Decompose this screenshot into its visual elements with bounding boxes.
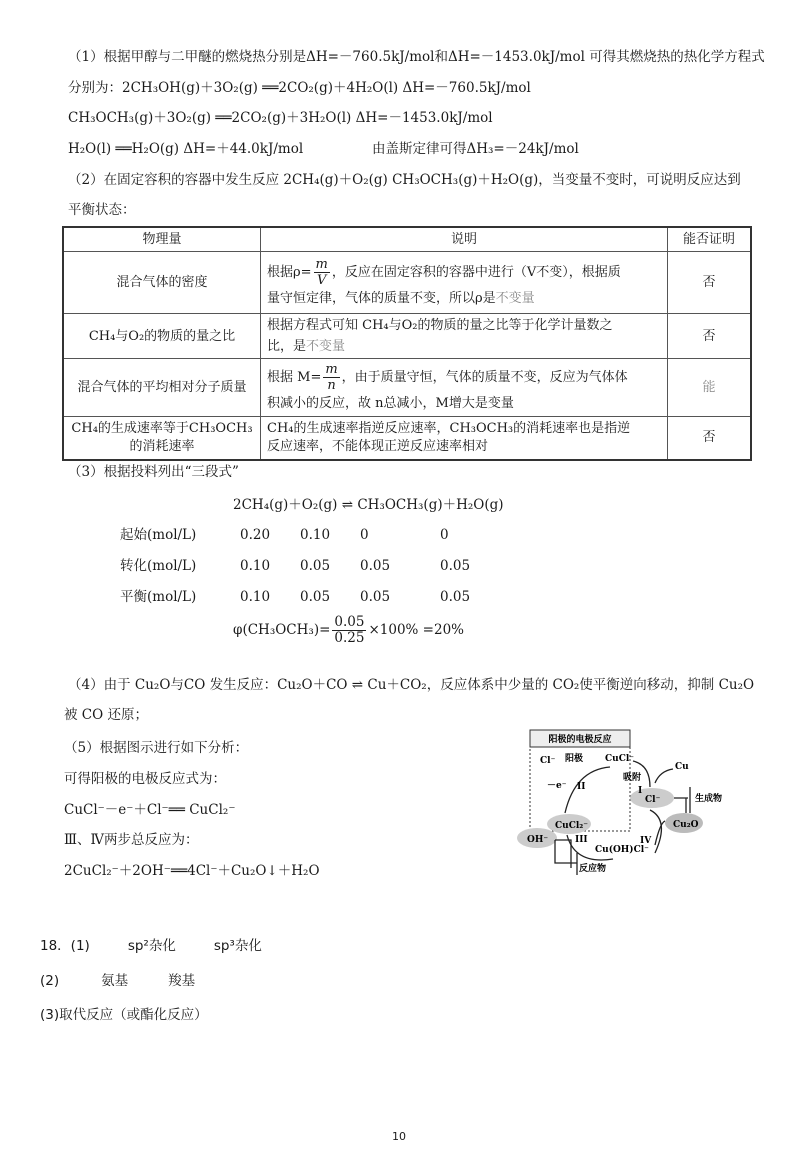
- part4-line1: （4）由于 Cu₂O与CO 发生反应：Cu₂O＋CO ⇌ Cu＋CO₂，反应体系中少量的 CO₂使平衡逆向移动，抑制 Cu₂O: [68, 677, 755, 693]
- ice-value: 0: [360, 527, 369, 543]
- part1-line4a: H₂O(l) ══H₂O(g) ΔH=＋44.0kJ/mol: [68, 141, 304, 157]
- answer-amino: 氨基: [101, 973, 129, 989]
- ice-value: 0: [440, 527, 449, 543]
- label-cuohcl: Cu(OH)Cl⁻: [595, 845, 649, 855]
- expl-text: 根据方程式可知 CH₄与O₂的物质的量之比等于化学计量数之: [267, 318, 613, 333]
- expl-text: 比，是: [267, 339, 307, 354]
- diagram-title: 阳极的电极反应: [548, 735, 612, 745]
- explanation-cell: [261, 359, 668, 417]
- arrow-iv-a: [650, 810, 661, 853]
- ice-row-label: 平衡(mol/L): [120, 589, 197, 605]
- ice-value: 0.05: [360, 589, 391, 605]
- ice-value: 0.10: [240, 589, 271, 605]
- expl-text: 反应速率，不能体现正逆反应速率相对: [267, 438, 489, 454]
- ice-value: 0.05: [300, 589, 331, 605]
- answer-cell: 否: [668, 252, 752, 314]
- label-reactant: 反应物: [579, 864, 607, 874]
- answer-cell: 否: [668, 314, 752, 359]
- ice-value: 0.05: [440, 589, 471, 605]
- ice-value: 0.10: [300, 527, 331, 543]
- part5-line4: Ⅲ、Ⅳ两步总反应为：: [64, 832, 199, 848]
- ice-value: 0.20: [240, 527, 271, 543]
- part3-equation: 2CH₄(g)＋O₂(g) ⇌ CH₃OCH₃(g)＋H₂O(g): [233, 497, 504, 513]
- denominator: n: [327, 377, 336, 393]
- product-bracket: [674, 787, 690, 813]
- q18-line2: [40, 972, 195, 990]
- numerator: 0.05: [334, 614, 365, 630]
- ice-value: 0.05: [360, 558, 391, 574]
- q18-sub-label: (2): [40, 973, 60, 989]
- expl-highlight: 不变量: [306, 339, 346, 354]
- label-cl-node: Cl⁻: [645, 795, 661, 805]
- table-row: [63, 359, 751, 417]
- quantity-text: 的消耗速率: [129, 438, 195, 454]
- expl-text: 量守恒定律，气体的质量不变，所以ρ是: [267, 290, 496, 306]
- ice-value: 0.10: [240, 558, 271, 574]
- label-product: 生成物: [695, 794, 723, 804]
- table-row: [63, 252, 751, 314]
- part1-line1: （1）根据甲醇与二甲醚的燃烧热分别是ΔH=－760.5kJ/mol和ΔH=－1453.0kJ/mol 可得其燃烧热的热化学方程式: [68, 49, 765, 65]
- table-row: [63, 314, 751, 359]
- part1-line3: CH₃OCH₃(g)＋3O₂(g) ══2CO₂(g)＋3H₂O(l) ΔH=－1453.0kJ/mol: [68, 110, 493, 126]
- label-ii: II: [577, 782, 586, 792]
- quantity-text: CH₄的生成速率等于CH₃OCH₃: [71, 420, 253, 436]
- part2-line2: 平衡状态：: [68, 202, 136, 218]
- q18-line1: [40, 937, 262, 955]
- label-cucl: CuCl⁻: [605, 754, 635, 764]
- expl-text: CH₄的生成速率指逆反应速率，CH₃OCH₃的消耗速率也是指逆: [267, 420, 631, 436]
- ice-value: 0.05: [300, 558, 331, 574]
- table-row: [63, 417, 751, 460]
- expl-text: 积减小的反应，故 n总减小，M增大是变量: [267, 395, 514, 411]
- q18-label: 18．(1): [40, 938, 90, 954]
- label-anode: 阳极: [565, 754, 584, 764]
- header-proof: 能否证明: [668, 227, 752, 252]
- answer-sp2: sp²杂化: [127, 938, 176, 954]
- quantity-cell: CH₄与O₂的物质的量之比: [63, 314, 261, 359]
- numerator: m: [315, 256, 328, 272]
- explanation-cell: [261, 417, 668, 460]
- header-explanation: 说明: [261, 227, 668, 252]
- phi-right: ×100% =20%: [368, 622, 464, 638]
- label-cu: Cu: [675, 762, 689, 772]
- part5-line1: （5）根据图示进行如下分析：: [64, 740, 249, 756]
- label-i: I: [638, 786, 643, 796]
- part3-title: （3）根据投料列出“三段式”: [68, 464, 239, 480]
- cu-line: [655, 769, 673, 783]
- expl-text: 根据 M=: [267, 369, 322, 385]
- explanation-cell: [261, 252, 668, 314]
- expl-highlight: 不变量: [495, 290, 535, 306]
- label-oh: OH⁻: [527, 835, 549, 845]
- page-number: 10: [392, 1130, 406, 1143]
- label-cu2o: Cu₂O: [673, 820, 699, 830]
- fraction: [323, 362, 339, 393]
- fraction: [314, 257, 330, 288]
- expl-text: ，由于质量守恒，气体的质量不变，反应为气体体: [341, 369, 628, 385]
- equilibrium-table: [62, 226, 752, 461]
- phi-fraction: [332, 615, 366, 646]
- phi-expression: [233, 612, 464, 648]
- header-quantity: 物理量: [63, 227, 261, 252]
- quantity-cell: [63, 417, 261, 460]
- ice-value: 0.05: [440, 558, 471, 574]
- numerator: m: [325, 361, 338, 377]
- label-iv: IV: [640, 836, 652, 846]
- expl-text: ，反应在固定容积的容器中进行（V不变），根据质: [331, 264, 621, 280]
- expl-text: 根据ρ=: [267, 264, 312, 280]
- part1-line4b: 由盖斯定律可得ΔH₃=－24kJ/mol: [372, 141, 579, 157]
- quantity-cell: 混合气体的密度: [63, 252, 261, 314]
- denominator: 0.25: [334, 630, 365, 646]
- explanation-cell: [261, 314, 668, 359]
- label-electron: －e⁻: [547, 781, 567, 791]
- part5-line3: CuCl⁻－e⁻＋Cl⁻══ CuCl₂⁻: [64, 802, 236, 818]
- part2-line1: （2）在固定容积的容器中发生反应 2CH₄(g)＋O₂(g) CH₃OCH₃(g)＋H₂O(g)，当变量不变时，可说明反应达到: [68, 172, 741, 188]
- arrow-ii: [565, 767, 610, 813]
- part5-line2: 可得阳极的电极反应式为：: [64, 771, 226, 787]
- ice-row-label: 起始(mol/L): [120, 527, 197, 543]
- part1-line2: 分别为：2CH₃OH(g)＋3O₂(g) ══2CO₂(g)＋4H₂O(l) ΔH=－760.5kJ/mol: [68, 80, 531, 96]
- answer-carboxyl: 羧基: [168, 973, 196, 989]
- quantity-cell: 混合气体的平均相对分子质量: [63, 359, 261, 417]
- q18-line3: (3)取代反应（或酯化反应）: [40, 1007, 208, 1023]
- part4-line2: 被 CO 还原；: [64, 707, 148, 723]
- label-adsorb: 吸附: [623, 773, 642, 783]
- label-cl: Cl⁻: [540, 756, 556, 766]
- label-cucl2: CuCl₂⁻: [555, 821, 588, 831]
- reactant-bracket: [555, 840, 577, 875]
- anode-reaction-diagram: [515, 725, 760, 875]
- denominator: V: [317, 272, 327, 288]
- table-header-row: [63, 227, 751, 252]
- ice-row-label: 转化(mol/L): [120, 558, 197, 574]
- answer-cell: 能: [668, 359, 752, 417]
- answer-cell: 否: [668, 417, 752, 460]
- part5-line5: 2CuCl₂⁻＋2OH⁻══4Cl⁻＋Cu₂O↓＋H₂O: [64, 863, 320, 879]
- label-iii: III: [575, 835, 588, 845]
- answer-sp3: sp³杂化: [213, 938, 262, 954]
- phi-left: φ(CH₃OCH₃)=: [233, 622, 331, 638]
